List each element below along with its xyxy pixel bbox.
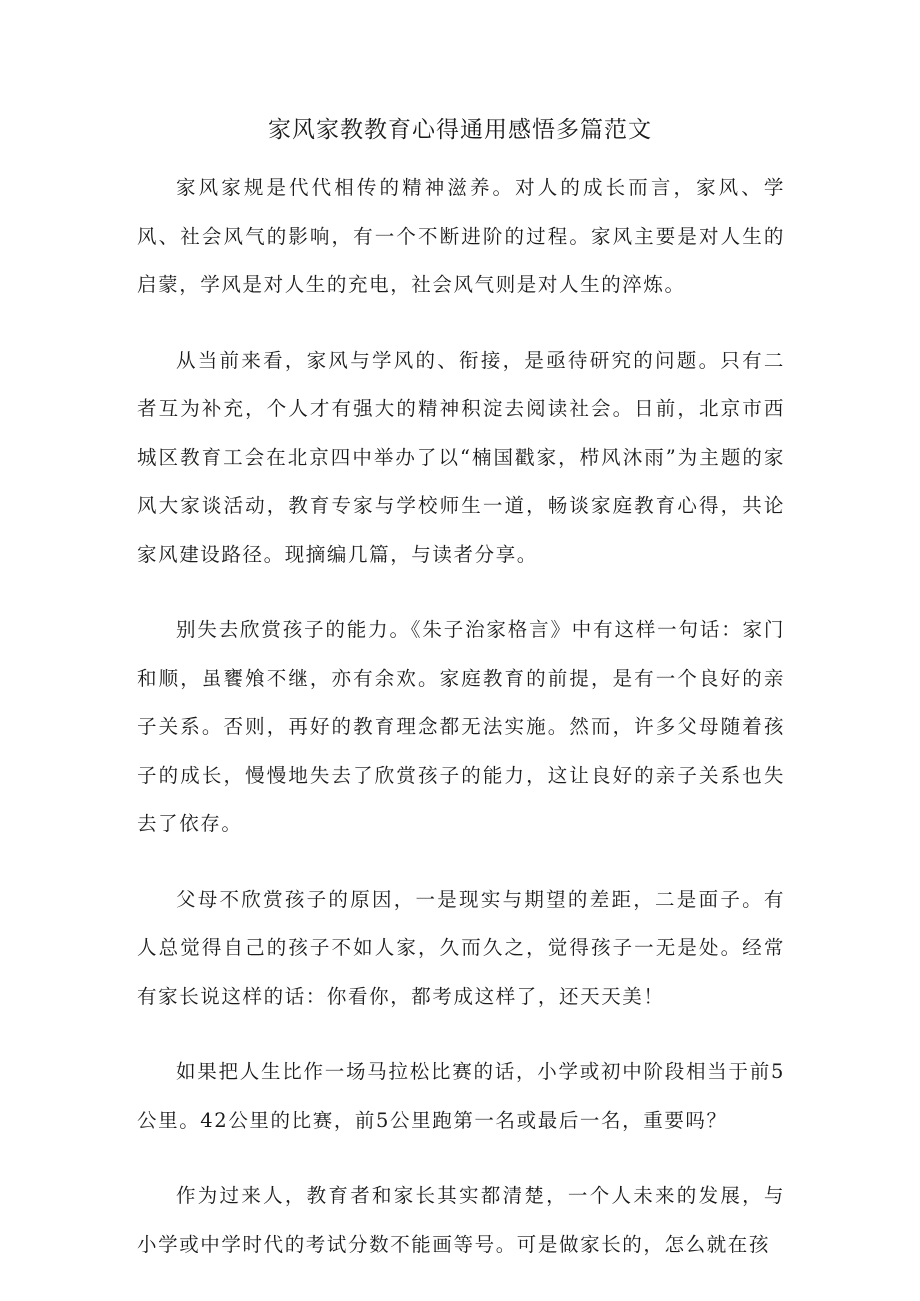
paragraph-4: 父母不欣赏孩子的原因，一是现实与期望的差距，二是面子。有人总觉得自己的孩子不如人家，久而久之，觉得孩子一无是处。经常有家长说这样的话：你看你，都考成这样了，还天天美！ (137, 887, 785, 1008)
paragraph-5: 如果把人生比作一场马拉松比赛的话，小学或初中阶段相当于前5公里。42公里的比赛，前5公里跑第一名或最后一名，重要吗？ (137, 1060, 785, 1132)
document-body (137, 164, 785, 1296)
paragraph-2: 从当前来看，家风与学风的、衔接，是亟待研究的问题。只有二者互为补充，个人才有强大的精神积淀去阅读社会。日前，北京市西城区教育工会在北京四中举办了以“楠国戳家，栉风沐雨”为主题的家风大家谈活动，教育专家与学校师生一道，畅谈家庭教育心得，共论家风建设路径。现摘编几篇，与读者分享。 (137, 348, 785, 566)
paragraph-3: 别失去欣赏孩子的能力。《朱子治家格言》中有这样一句话：家门和顺，虽饔飧不继，亦有余欢。家庭教育的前提，是有一个良好的亲子关系。否则，再好的教育理念都无法实施。然而，许多父母随着孩子的成长，慢慢地失去了欣赏孩子的能力，这让良好的亲子关系也失去了依存。 (137, 618, 785, 835)
paragraph-6: 作为过来人，教育者和家长其实都清楚，一个人未来的发展，与小学或中学时代的考试分数不能画等号。可是做家长的，怎么就在孩 (137, 1184, 785, 1256)
paragraph-1: 家风家规是代代相传的精神滋养。对人的成长而言，家风、学风、社会风气的影响，有一个不断进阶的过程。家风主要是对人生的启蒙，学风是对人生的充电，社会风气则是对人生的淬炼。 (137, 176, 785, 296)
document-title: 家风家教教育心得通用感悟多篇范文 (268, 117, 652, 143)
